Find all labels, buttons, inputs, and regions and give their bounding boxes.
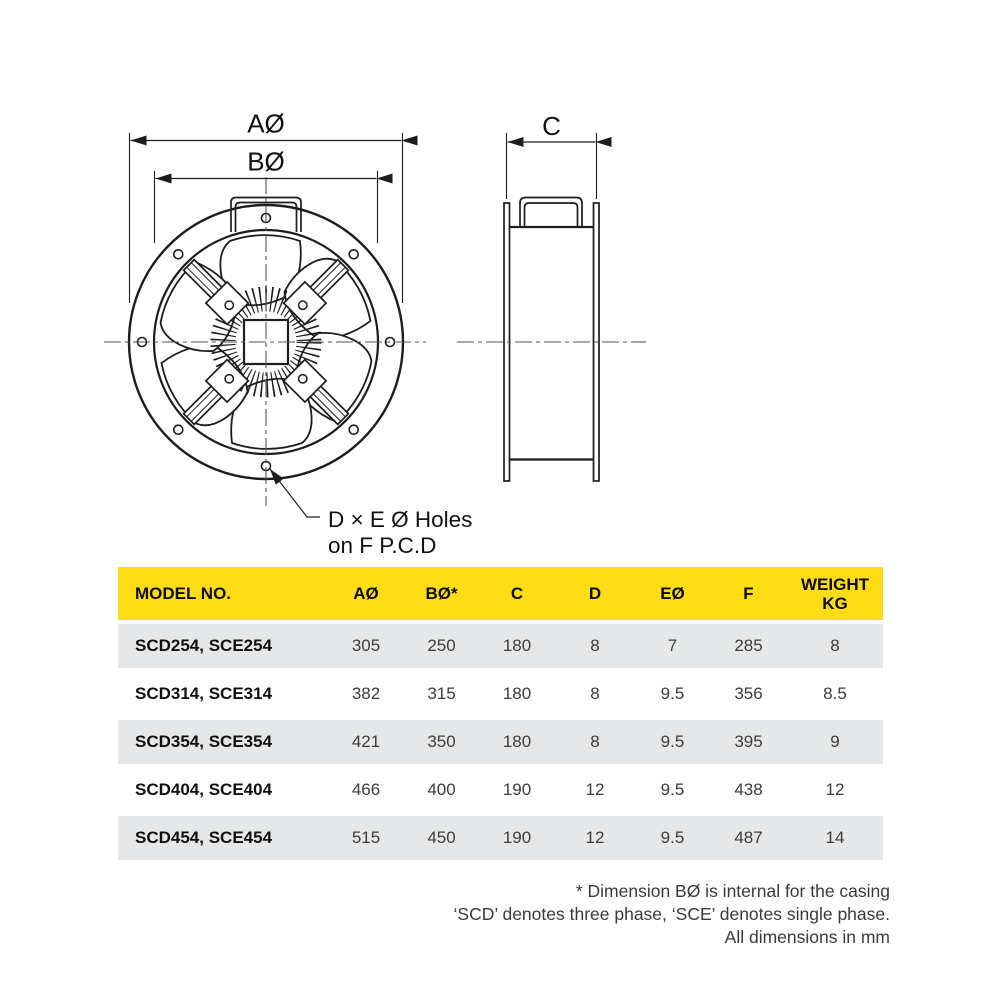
cell-model: SCD314, SCE314: [118, 670, 328, 718]
col-header-c: C: [479, 567, 555, 622]
table-row: [118, 766, 883, 814]
footnote-phase: ‘SCD’ denotes three phase, ‘SCE’ denotes single phase.: [453, 904, 890, 924]
footnote-units: All dimensions in mm: [724, 927, 890, 947]
cell-value: 421: [328, 718, 404, 766]
cell-value: 12: [555, 814, 635, 862]
cell-value: 7: [635, 622, 710, 670]
col-header-model: MODEL NO.: [118, 567, 328, 622]
bolt-hole: [174, 250, 183, 259]
dimension-b-label: BØ: [247, 146, 285, 177]
cell-value: 315: [404, 670, 479, 718]
cell-value: 8: [555, 670, 635, 718]
cell-value: 438: [710, 766, 787, 814]
terminal-box-side: [520, 198, 582, 228]
holes-leader-note: [270, 469, 472, 558]
cell-value: 190: [479, 766, 555, 814]
holes-note-line2: on F P.C.D: [328, 533, 437, 558]
table-row: [118, 670, 883, 718]
dimension-c-label: C: [542, 111, 561, 141]
cell-value: 9: [787, 718, 883, 766]
bolt-hole: [174, 425, 183, 434]
cell-value: 395: [710, 718, 787, 766]
fan-side-view: [504, 198, 599, 482]
cell-value: 8: [555, 718, 635, 766]
cell-model: SCD454, SCE454: [118, 814, 328, 862]
cell-value: 180: [479, 622, 555, 670]
col-header-b: BØ*: [404, 567, 479, 622]
cell-value: 8: [787, 622, 883, 670]
holes-note-line1: D × E Ø Holes: [328, 507, 473, 532]
cell-value: 180: [479, 670, 555, 718]
col-header-e: EØ: [635, 567, 710, 622]
cell-value: 9.5: [635, 814, 710, 862]
footnote-dimension-b: * Dimension BØ is internal for the casing: [575, 881, 890, 901]
cell-value: 9.5: [635, 718, 710, 766]
cell-value: 8: [555, 622, 635, 670]
cell-value: 350: [404, 718, 479, 766]
cell-value: 8.5: [787, 670, 883, 718]
cell-value: 190: [479, 814, 555, 862]
cell-value: 305: [328, 622, 404, 670]
dimension-a-label: AØ: [247, 108, 285, 139]
cell-value: 12: [555, 766, 635, 814]
col-header-f: F: [710, 567, 787, 622]
bolt-hole: [349, 425, 358, 434]
weight-header-line1: WEIGHT: [801, 574, 869, 594]
cell-value: 466: [328, 766, 404, 814]
weight-header-line2: KG: [822, 593, 848, 613]
table-header-row: [118, 567, 883, 622]
cell-value: 14: [787, 814, 883, 862]
cell-value: 382: [328, 670, 404, 718]
table-row: [118, 814, 883, 862]
dimension-c: [507, 111, 597, 199]
footnotes: [118, 880, 890, 949]
cell-value: 9.5: [635, 766, 710, 814]
cell-value: 356: [710, 670, 787, 718]
dimensions-table-container: [118, 567, 883, 864]
cell-model: SCD254, SCE254: [118, 622, 328, 670]
cell-value: 400: [404, 766, 479, 814]
bolt-hole: [349, 250, 358, 259]
cell-value: 180: [479, 718, 555, 766]
cell-value: 285: [710, 622, 787, 670]
col-header-a: AØ: [328, 567, 404, 622]
cell-model: SCD354, SCE354: [118, 718, 328, 766]
cell-value: 250: [404, 622, 479, 670]
cell-value: 450: [404, 814, 479, 862]
cell-value: 12: [787, 766, 883, 814]
cell-value: 9.5: [635, 670, 710, 718]
cell-value: 487: [710, 814, 787, 862]
table-row: [118, 718, 883, 766]
cell-value: 515: [328, 814, 404, 862]
col-header-weight: [787, 567, 883, 622]
table-row: [118, 622, 883, 670]
col-header-d: D: [555, 567, 635, 622]
dimensions-table: [118, 567, 883, 864]
cell-model: SCD404, SCE404: [118, 766, 328, 814]
